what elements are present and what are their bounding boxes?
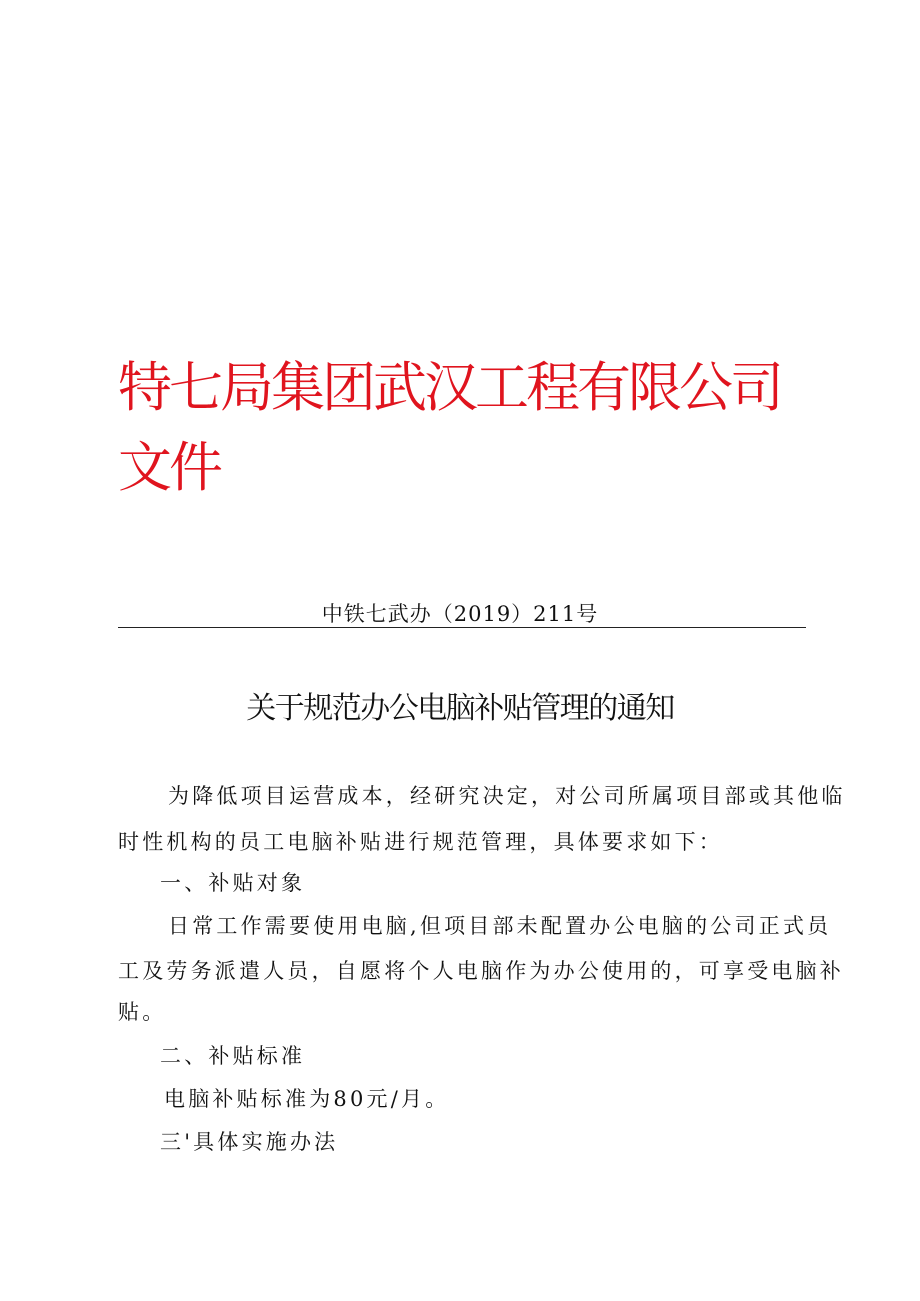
intro-paragraph-line-1: 为降低项目运营成本，经研究决定，对公司所属项目部或其他临 bbox=[168, 784, 846, 808]
section-2-heading: 二、补贴标准 bbox=[160, 1044, 306, 1068]
issuing-organization-header bbox=[118, 348, 818, 508]
section-3-heading: 三'具体实施办法 bbox=[160, 1130, 339, 1154]
header-divider bbox=[118, 627, 806, 628]
notice-title: 关于规范办公电脑补贴管理的通知 bbox=[246, 691, 674, 726]
section-1-heading: 一、补贴对象 bbox=[160, 871, 306, 895]
document-word: 文件 bbox=[118, 436, 220, 499]
organization-name: 特七局集团武汉工程有限公司 bbox=[118, 356, 781, 419]
document-number: 中铁七武办（2019）211号 bbox=[321, 602, 599, 626]
section-1-line-2: 工及劳务派遣人员，自愿将个人电脑作为办公使用的，可享受电脑补 bbox=[118, 959, 844, 983]
section-1-line-3: 贴。 bbox=[118, 1000, 167, 1024]
intro-paragraph-line-2: 时性机构的员工电脑补贴进行规范管理，具体要求如下： bbox=[118, 830, 723, 854]
section-1-line-1: 日常工作需要使用电脑,但项目部未配置办公电脑的公司正式员 bbox=[168, 914, 832, 938]
section-2-line-1: 电脑补贴标准为80元/月。 bbox=[164, 1087, 450, 1111]
